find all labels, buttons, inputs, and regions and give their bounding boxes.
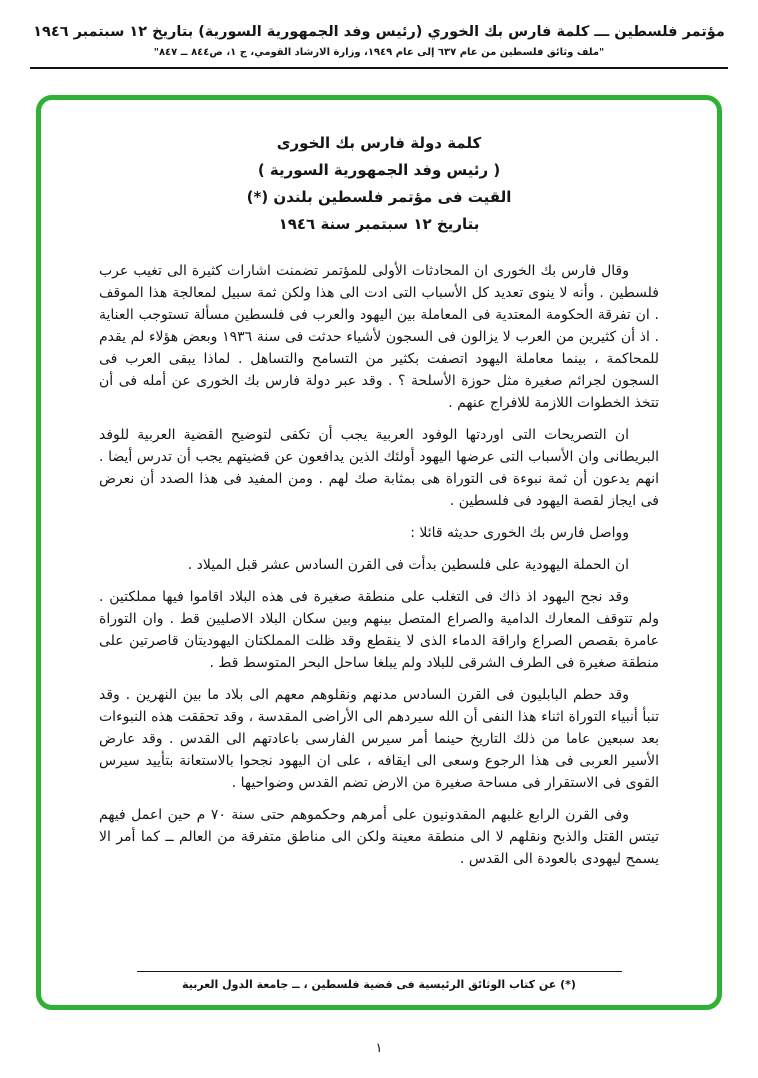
speech-paragraph: وفى القرن الرابع غلبهم المقدونيون على أمرهم وحكموهم حتى سنة ٧٠ م حين اعمل فيهم تيتس القتل والذبح ونقلهم لا الى منطقة معينة ولكن الى مناطق متفرقة من العالم ــ كما أمر الا يسمح ليهودى بالعودة الى القدس . (99, 807, 659, 867)
footnote-divider (137, 971, 622, 972)
page-number: ١ (375, 1041, 383, 1056)
footnote (99, 971, 659, 991)
footnote-text: (*) عن كتاب الوثائق الرئيسية فى قضية فلسطين ، ــ جامعة الدول العربية (182, 978, 576, 991)
speech-title-line: بتاريخ ١٢ سبتمبر سنة ١٩٤٦ (278, 215, 480, 233)
speech-paragraph: وقد نجح اليهود اذ ذاك فى التغلب على منطقة صغيرة فى هذه البلاد اقاموا فيها مملكتين . ولم تتوقف المعارك الدامية والصراع المتصل بينهم وبين سكان البلاد الاصليين قط . وان التوراة عامرة بقصص الصراع واراقة الدماء الذى لا ينقطع وقد ظلت المملكتان اليهوديتان قاصرتين على منطقة صغيرة فى الطرف الشرقى للبلاد ولم يبلغا ساحل البحر المتوسط قط . (99, 589, 659, 671)
speech-title-line: القيت فى مؤتمر فلسطين بلندن (*) (246, 188, 512, 206)
document-header (30, 24, 728, 69)
speech-paragraph: وقد حطم البابليون فى القرن السادس مدنهم ونقلوهم معهم الى بلاد ما بين النهرين . وقد تنبأ أنبياء التوراة اثناء هذا النفى أن الله سيردهم الى الأراضى المقدسة ، وقد تحققت هذه النبوءات بعد سبعين عاما من ذلك التاريخ حينما أمر سيرس الفارسى باعادتهم الى القدس . وقد عارض الأسير العربى فى هذا الرجوع وسعى الى ايقافه ، على ان اليهود نجحوا بالاستعانة بتأييد سيرس القوى فى الاستقرار فى مساحة صغيرة من الارض تضم القدس وضواحيها . (99, 687, 659, 791)
speech-paragraph: ان التصريحات التى اوردتها الوفود العربية يجب أن تكفى لتوضيح القضية العربية للوفد البريطانى وان الأسباب التى عرضها اليهود أولئك الذين يدافعون عن قضيتهم يجب أن تدرس أيضا . انهم يدعون أن ثمة نبوءة فى التوراة هى بمثابة صك لهم . ومن المفيد فى هذا الصدد أن نعرض فى ايجاز لقصة اليهود فى فلسطين . (99, 427, 659, 509)
document-frame (36, 95, 722, 1010)
speech-title-block (99, 130, 659, 238)
header-title: مؤتمر فلسطين ـــ كلمة فارس بك الخوري (رئيس وفد الجمهورية السورية) بتاريخ ١٢ سبتمبر ١٩٤٦ (33, 24, 725, 40)
speech-body (99, 260, 659, 870)
speech-paragraph: وقال فارس بك الخورى ان المحادثات الأولى للمؤتمر تضمنت اشارات كثيرة الى تغيب عرب فلسطين . وأنه لا ينوى تعديد كل الأسباب التى ادت الى هذا ولكن ثمة سبيل لمعالجة هذا الموقف . ان تفرقة الحكومة المعتدية فى المعاملة بين اليهود والعرب فى فلسطين مسألة تستوجب العناية . اذ أن كثيرين من العرب لا يزالون فى السجون لأشياء حدثت فى سنة ١٩٣٦ وبعض هؤلاء لم يقدم للمحاكمة ، بينما معاملة اليهود اتصفت بكثير من التسامح والتساهل . لماذا يبقى العرب فى السجون لجرائم صغيرة مثل حوزة الأسلحة ؟ . وقد عبر دولة فارس بك الخورى عن أمله فى أن تتخذ الخطوات اللازمة للافراج عنهم . (99, 263, 660, 411)
speech-title-line: ( رئيس وفد الجمهورية السورية ) (257, 161, 501, 179)
speech-paragraph: ان الحملة اليهودية على فلسطين بدأت فى القرن السادس عشر قبل الميلاد . (187, 557, 629, 573)
header-source: "ملف وثائق فلسطين من عام ٦٣٧ إلى عام ١٩٤٩، وزارة الارشاد القومي، ج ١، ص٨٤٤ ــ ٨٤٧" (153, 47, 605, 58)
speech-paragraph: وواصل فارس بك الخورى حديثه قائلا : (410, 525, 629, 541)
speech-title-line: كلمة دولة فارس بك الخورى (276, 134, 482, 152)
header-divider (30, 67, 728, 69)
